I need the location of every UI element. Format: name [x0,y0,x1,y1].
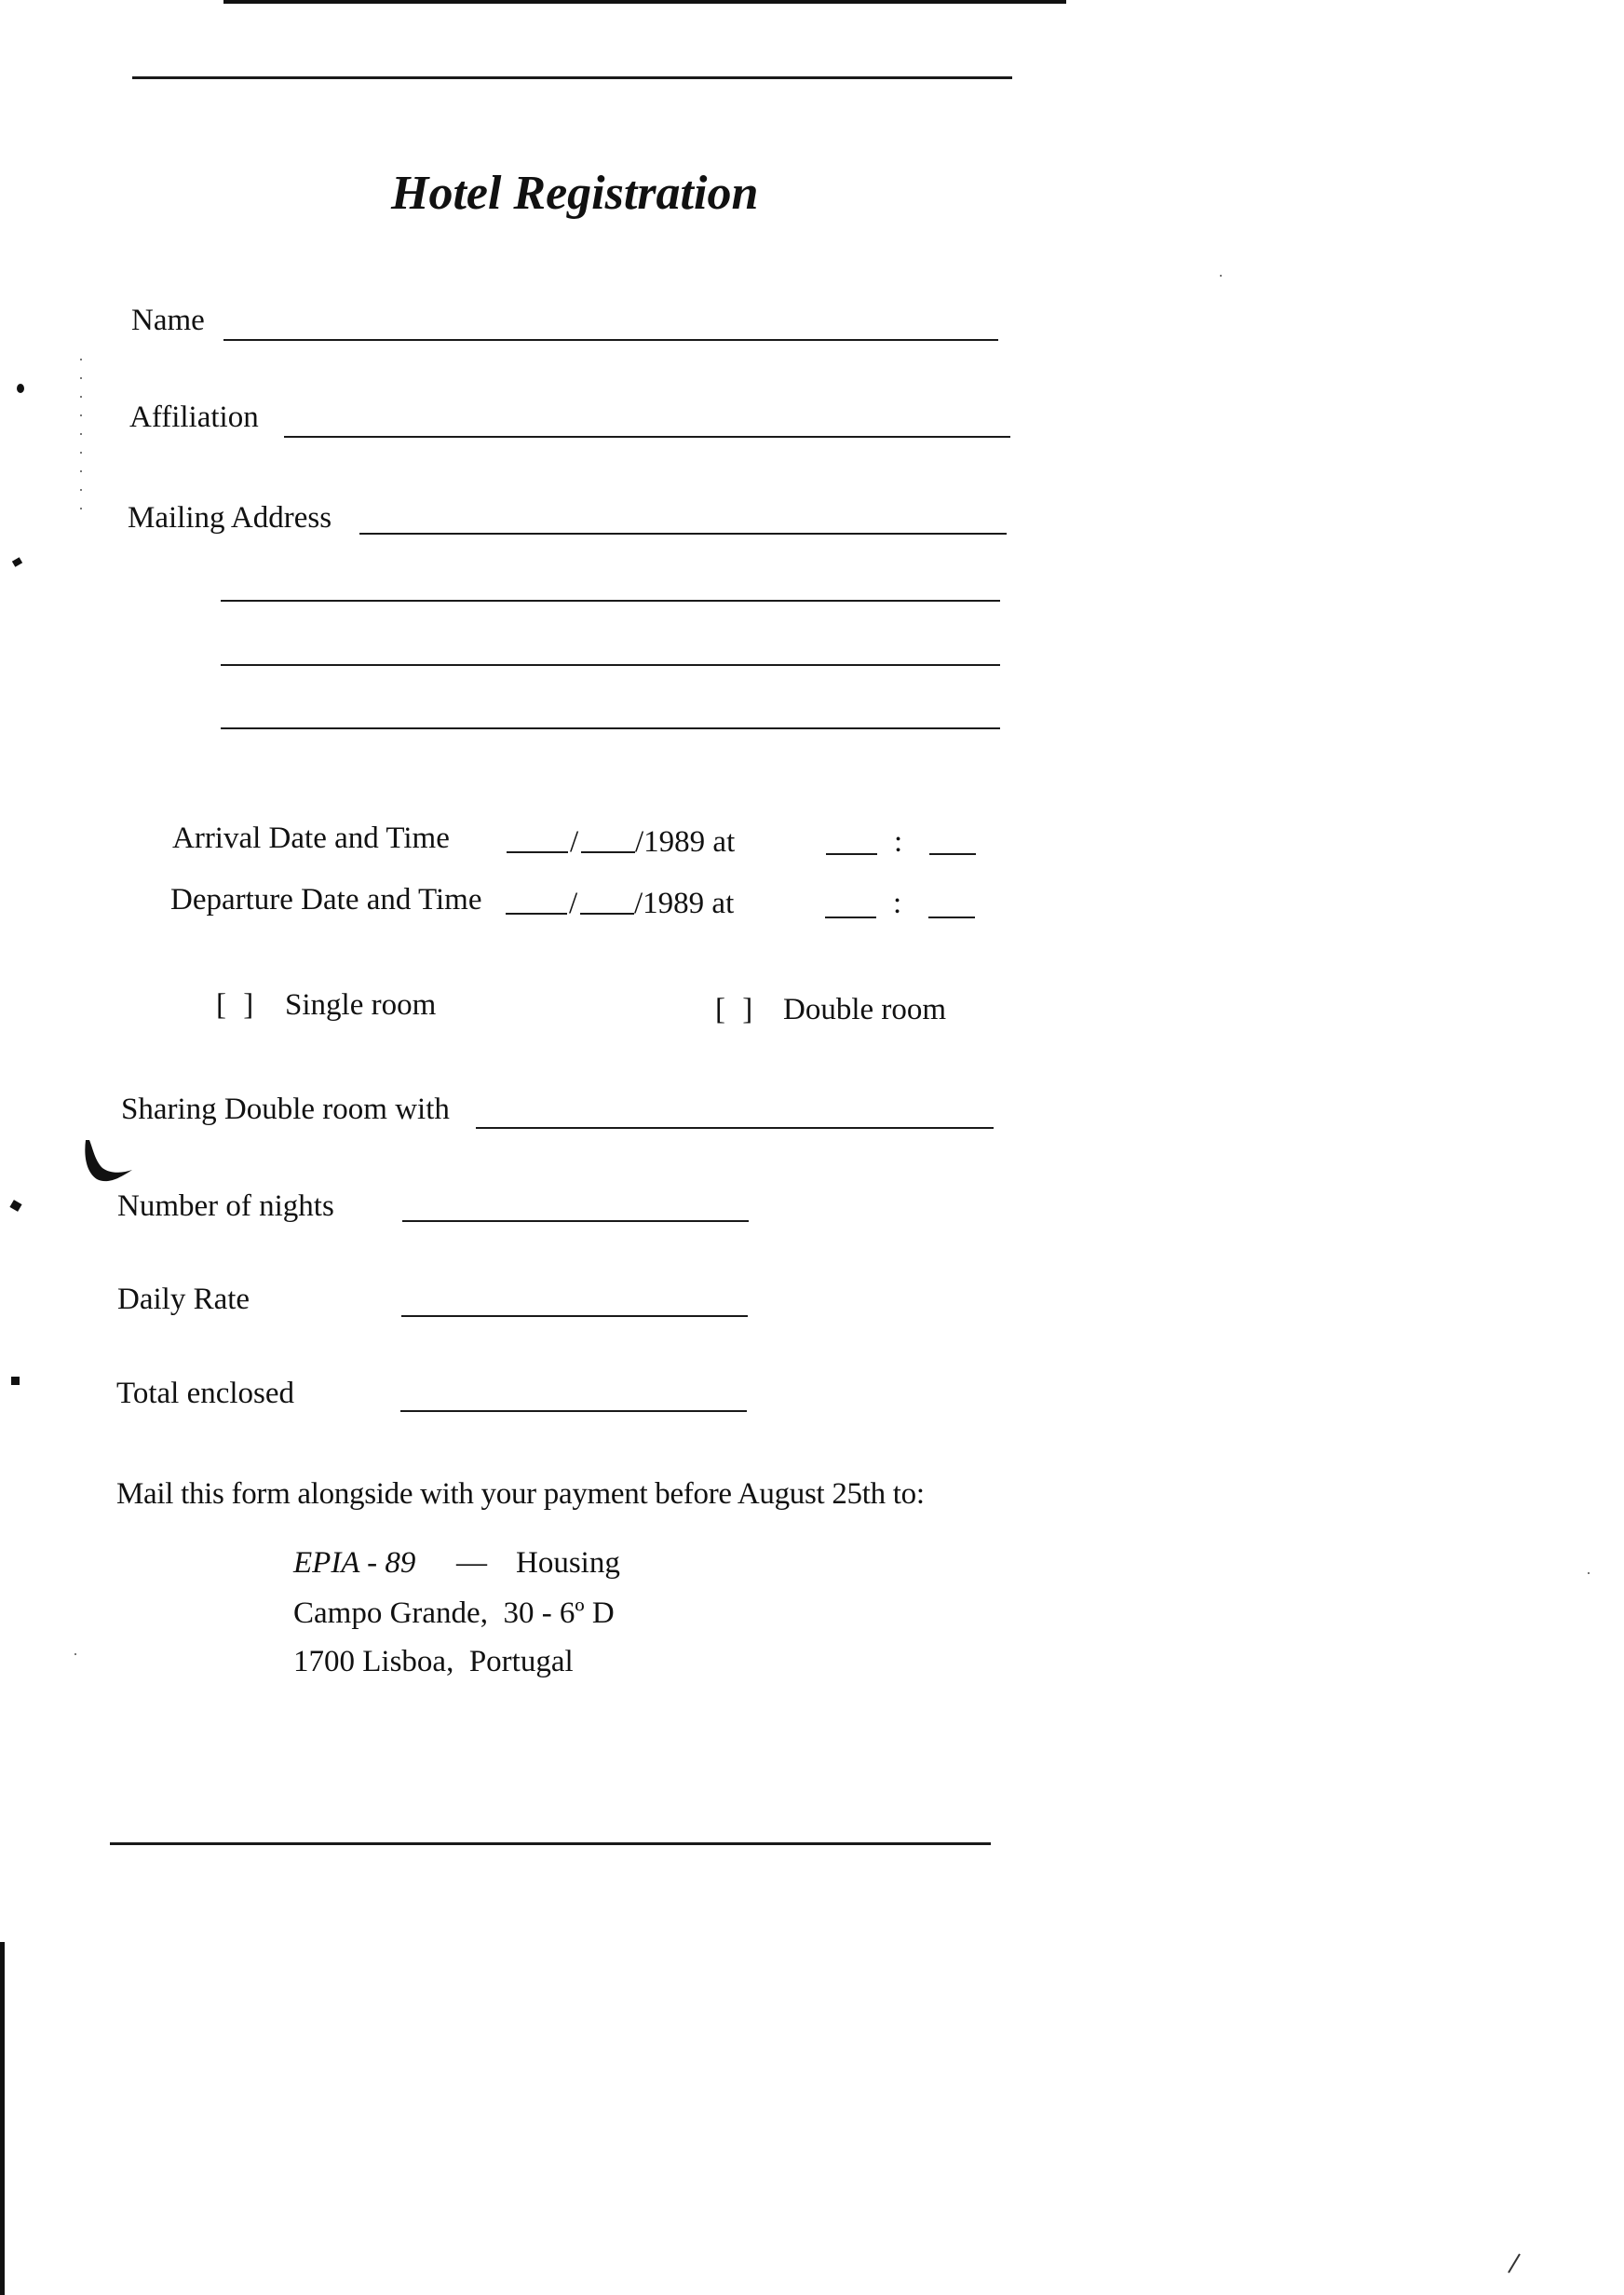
address-line-3: 1700 Lisboa, Portugal [293,1645,574,1678]
total-field[interactable] [400,1410,747,1412]
arrival-label: Arrival Date and Time [172,822,450,855]
scan-mark [17,384,24,393]
address-line-2: Campo Grande, 30 - 6º D [293,1596,615,1630]
arrival-year: /1989 at [635,825,736,859]
mailing-address-field-1[interactable] [359,533,1007,535]
double-room-checkbox[interactable]: [ ] [715,993,753,1026]
daily-rate-field[interactable] [401,1315,748,1317]
departure-minute-field[interactable] [928,917,975,918]
scan-mark [0,1942,5,2295]
arrival-month-field[interactable] [507,851,568,853]
single-room-label: Single room [285,988,437,1022]
affiliation-label: Affiliation [129,401,259,434]
departure-hour-field[interactable] [825,917,876,918]
departure-year: /1989 at [634,887,735,920]
ink-blot [80,1136,136,1192]
scan-mark [9,1200,21,1212]
affiliation-field[interactable] [284,436,1010,438]
corner-tick [1505,2252,1523,2275]
name-label: Name [131,304,205,337]
arrival-day-field[interactable] [581,851,635,853]
departure-day-field[interactable] [580,913,634,915]
nights-label: Number of nights [117,1189,334,1223]
scan-mark [12,557,22,567]
arrival-date-separator: / [570,825,579,859]
departure-time-separator: : [893,887,902,920]
page-title: Hotel Registration [391,167,759,220]
sharing-field[interactable] [476,1127,994,1129]
departure-date-separator: / [569,887,578,920]
arrival-time-separator: : [894,825,903,859]
daily-rate-label: Daily Rate [117,1283,250,1316]
address-dash: — [456,1546,487,1580]
double-room-label: Double room [783,993,947,1026]
top-edge-rule [223,0,1066,4]
arrival-hour-field[interactable] [826,853,877,855]
address-org: EPIA - 89 [293,1546,416,1580]
mailing-address-field-2[interactable] [221,600,1000,602]
nights-field[interactable] [402,1220,749,1222]
scan-mark [11,1377,20,1385]
mailing-instructions: Mail this form alongside with your payment before August 25th to: [116,1477,925,1511]
arrival-minute-field[interactable] [929,853,976,855]
address-dept: Housing [516,1546,620,1580]
total-label: Total enclosed [116,1377,295,1410]
single-room-checkbox[interactable]: [ ] [216,988,254,1022]
departure-month-field[interactable] [506,913,567,915]
name-field[interactable] [223,339,998,341]
mailing-address-field-4[interactable] [221,727,1000,729]
departure-label: Departure Date and Time [170,883,482,917]
mailing-address-label: Mailing Address [128,501,332,535]
top-rule [132,76,1012,79]
mailing-address-field-3[interactable] [221,664,1000,666]
bottom-rule [110,1842,991,1845]
sharing-label: Sharing Double room with [121,1093,450,1126]
